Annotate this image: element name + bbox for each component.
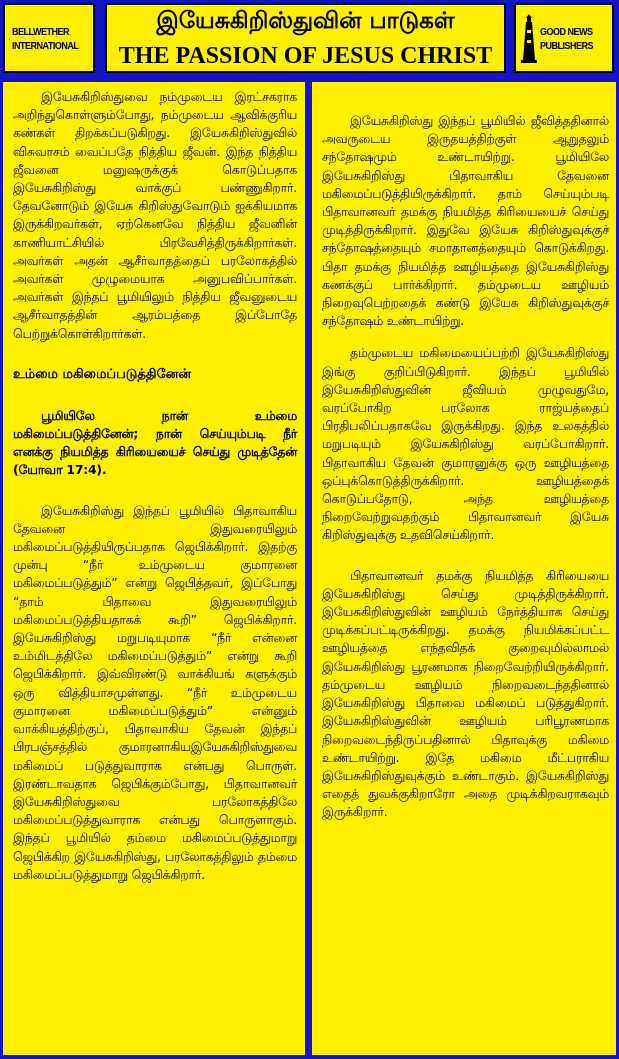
bellwether-logo-box [3,3,95,73]
page-title-english: THE PASSION OF JESUS CHRIST [118,43,493,69]
bellwether-logo [9,13,89,65]
spacer [13,343,297,365]
right-paragraph-1: இயேசுகிறிஸ்து இந்தப் பூமியில் ஜீவித்ததினால் அவருடைய இருதயத்திற்குள் ஆறுதலும் சந்தோஷமும் உண்டாயிற்று. பூமியிலே இயேசுகிறிஸ்து பிதாவாகிய தேவனை மகிமைப்படுத்தியிருக்கிறார். தாம் செய்யும்படி பிதாவானவர் தமக்கு நியமித்த கிரியையைச் செய்து முடித்திருக்கிறார். இதுவே இயேசு கிறிஸ்துவுக்குச் சந்தோஷத்தையும் சமாதானத்தையும் கொடுக்கிறது. பிதா தமக்கு நியமித்த ஊழியத்தை இயேசுகிறிஸ்து கணக்குப் பார்க்கிறார். தம்முடைய ஊழியம் நிறைவுபெற்றதைக் கண்டு இயேசு கிறிஸ்துவுக்குச் சந்தோஷம் உண்டாயிற்று. [322,113,609,329]
scripture-quote: பூமியிலே நான் உம்மை மகிமைப்படுத்தினேன்; நான் செய்யும்படி நீர் எனக்கு நியமித்த கிரியையைச் செய்து முடித்தேன் (யோவா 17:4). [13,407,297,478]
good-news-logo-line2: PUBLISHERS [540,40,594,52]
right-column [312,82,616,1055]
title-box [105,3,506,73]
left-paragraph-2: இயேசுகிறிஸ்து இந்தப் பூமியில் பிதாவாகிய தேவனை இதுவரையிலும் மகிமைப்படுத்தியிருப்பதாக ஜெபிக்கிறார். இதற்கு முன்பு “நீர் உம்முடைய குமாரனை மகிமைப்படுத்தும்” என்று ஜெபித்தவர், இப்போது “தாம் பிதாவை இதுவரையிலும் மகிமைப்படுத்தியதாகக் கூறி” ஜெபிக்கிறார். இயேசுகிறிஸ்து மறுபடியுமாக “நீர் என்னை உம்மிடத்திலே மகிமைப்படுத்தும்” என்று கூறி ஜெபிக்கிறார். இவ்விரண்டு வாக்கியங் களுக்கும் ஒரு வித்தியாசமுள்ளது. “நீர் உம்முடைய குமாரனை மகிமைப்படுத்தும்” என்னும் வாக்கியத்திற்குப், பிதாவாகிய தேவன் இந்தப் பிரபஞ்சத்தில் குமாரனாகியஇயேசுகிறிஸ்துவை மகிமைப் படுத்துவாராக என்பது பொருள். இரண்டாவதாக ஜெபிக்கும்போது, பிதாவானவர் இயேசுகிறிஸ்துவை பரலோகத்திலே மகிமைப்படுத்துவாராக என்பது பொருளாகும். இந்தப் பூமியில் தம்மை மகிமைப்படுத்துமாறு ஜெபிக்கிற இயேசுகிறிஸ்து, பரலோகத்திலும் தம்மை மகிமைப்படுத்துமாறு ஜெபிக்கிறார். [13,502,297,882]
good-news-logo-box [514,3,614,73]
spacer [322,545,609,567]
good-news-logo-text [540,25,593,53]
page-title-tamil: இயேசுகிறிஸ்துவின் பாடுகள் [156,8,455,34]
right-paragraph-3: பிதாவானவர் தமக்கு நியமித்த கிரியையை இயேசுகிறிஸ்து செய்து முடித்திருக்கிறார். இயேசுகிறிஸ்துவின் ஊழியம் நேர்த்தியாக செய்து முடிக்கப்பட்டிருக்கிறது. தமக்கு நியமிக்கப்பட்ட ஊழியத்தை எந்தவிதக் குறைவுமில்லாமல் இயேசுகிறிஸ்து பூரணமாக நிறைவேற்றியிருக்கிறார். தம்முடைய ஊழியம் நிறைவடைந்ததினால் இயேசுகிறிஸ்து பிதாவை மகிமைப் படுத்துகிறார். இயேசுகிறிஸ்துவின் ஊழியம் பரிபூரணமாக நிறைவடைந்திருப்பதினால் பிதாவுக்கு மகிமை உண்டாயிற்று. இதே மகிமை மீட்பராகிய இயேசுகிறிஸ்துவுக்கும் உண்டாகும். இயேசுகிறிஸ்து எதைத் துவக்குகிறாரோ அதை முடிக்கிறவராகவும் இருக்கிறார். [322,567,609,820]
section-heading: உம்மை மகிமைப்படுத்தினேன் [13,366,191,382]
spacer [322,330,609,344]
spacer [322,90,609,112]
lighthouse-icon [9,14,10,64]
bellwether-logo-text [12,25,78,53]
header [0,0,619,76]
good-news-logo [520,13,608,65]
left-column [3,82,305,1055]
spacer [13,385,297,407]
bellwether-logo-line1: BELLWETHER [11,26,69,38]
left-paragraph-1: இயேசுகிறிஸ்துவை நம்முடைய இரட்சகராக அறிந்துகொள்ளும்போது, நம்முடைய ஆவிக்குரிய கண்கள் திறக்கப்படுகிறது. இயேசுகிறிஸ்துவில் விசுவாசம் வைப்பதே நித்திய ஜீவன். இந்த நித்திய ஜீவனை மனுஷருக்குக் கொடுப்பதாக இயேசுகிறிஸ்து வாக்குப் பண்ணுகிறார். தேவனோடும் இயேசு கிறிஸ்துவோடும் ஐக்கியமாக இருக்கிறவர்கள், ஏற்கெனவே நித்திய ஜீவனின் காணியாட்சியில் பிரவேசித்திருக்கிறார்கள். அவர்கள் அதன் ஆசீர்வாதத்தைப் பரலோகத்தில் அவர்கள் முழுமையாக அனுபவிப்பார்கள். அவர்கள் இந்தப் பூமியிலும் நித்திய ஜீவனுடைய ஆசீர்வாதத்தின் ஆரம்பத்தை இப்போதே பெற்றுக்கொள்கிறார்கள். [13,89,297,341]
bellwether-logo-line2: INTERNATIONAL [11,40,79,52]
good-news-logo-line1: GOOD NEWS [540,26,593,38]
right-paragraph-2: தம்முடைய மகிமையைப்பற்றி இயேசுகிறிஸ்து இங்கு குறிப்பிடுகிறார். இந்தப் பூமியில் இயேசுகிறிஸ்துவின் ஜீவியம் முழுவதுமே, வரப்போகிற பரலோக ராஜ்யத்தைப் பிரதிபலிப்பதாகவே இருக்கிறது. இந்த உலகத்தில் மறுபடியும் இயேசுகிறிஸ்து வரப்போகிறார். பிதாவாகிய தேவன் குமாரனுக்கு ஒரு ஊழியத்தை ஒப்புக்கொடுத்திருக்கிறார். ஊழியத்தைக் கொடுப்பதோடு, அந்த ஊழியத்தை நிறைவேற்றுவதற்கும் பிதாவானவர் இயேசு கிறிஸ்துவுக்கு உதவிசெய்கிறார். [322,345,609,543]
lighthouse-icon [520,14,538,64]
spacer [13,480,297,502]
